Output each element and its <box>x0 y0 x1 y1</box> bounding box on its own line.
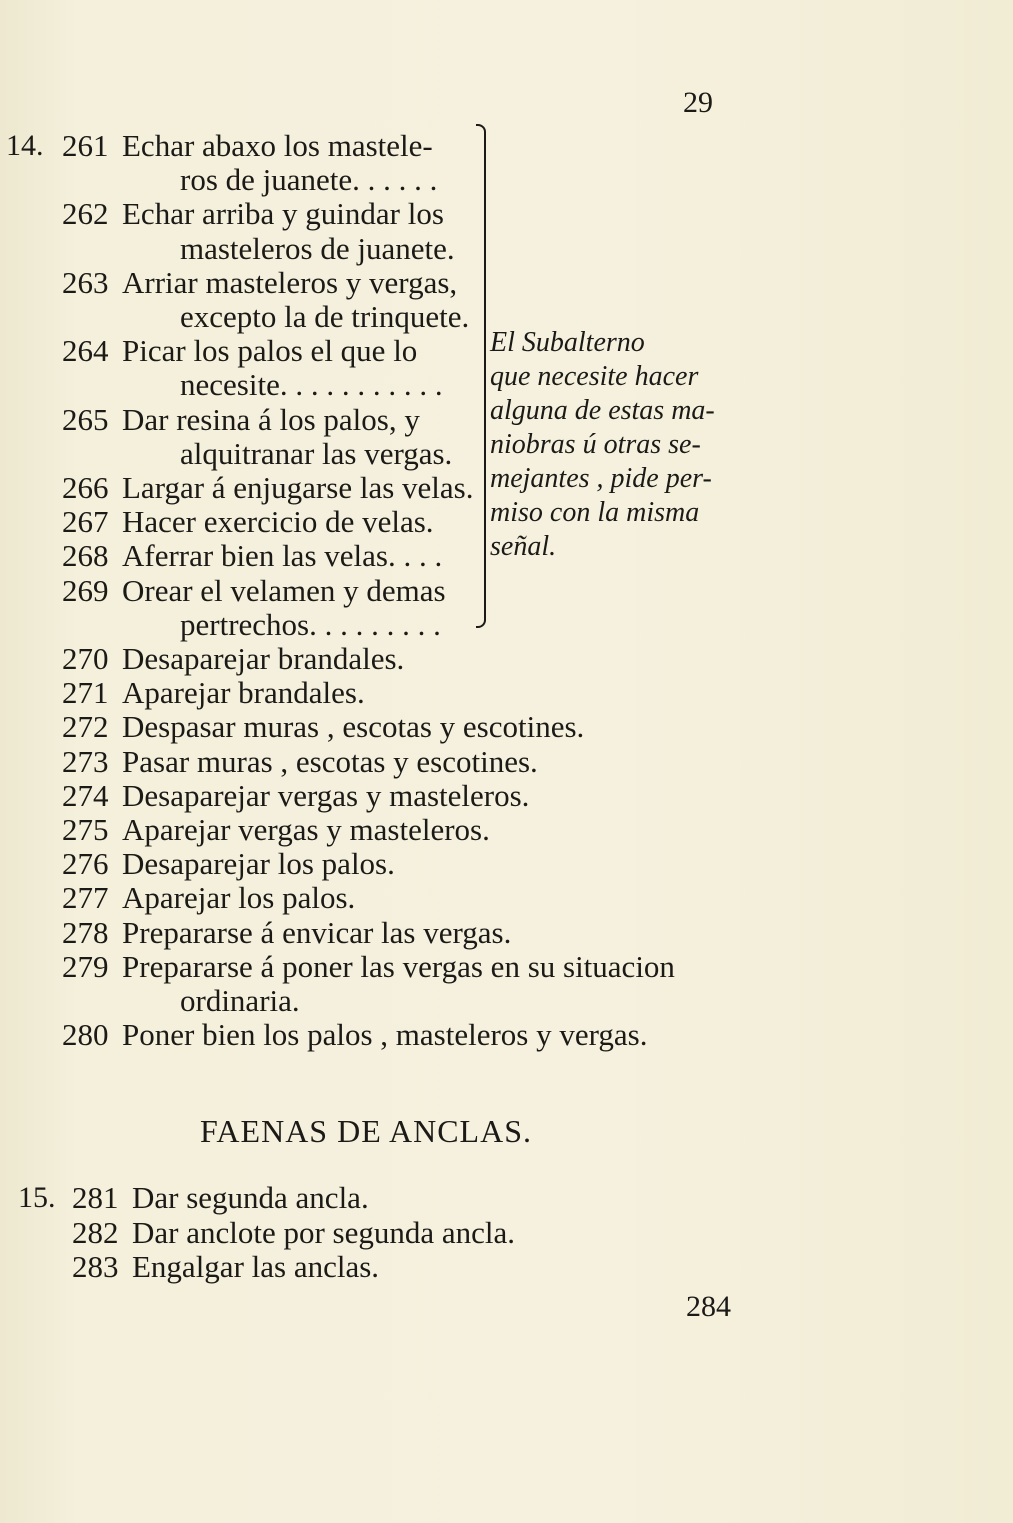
entry-number: 265 <box>62 401 109 437</box>
brace <box>476 124 486 628</box>
entry-text: Aparejar brandales. <box>122 675 365 711</box>
entry-number: 266 <box>62 470 109 505</box>
entry-line <box>180 607 441 643</box>
entry-line <box>62 538 442 574</box>
note-line: niobras ú otras se- <box>490 429 701 460</box>
entry-line <box>62 1017 647 1053</box>
entry-number: 279 <box>62 948 109 984</box>
entry-number: 274 <box>62 777 109 813</box>
entry-text: Hacer exercicio de velas. <box>122 504 434 540</box>
entry-line <box>62 949 675 985</box>
entry-line <box>180 983 300 1019</box>
entry-text: Dar segunda ancla. <box>132 1180 369 1215</box>
section-marker: 14. <box>6 129 44 162</box>
entry-text: Despasar muras , escotas y escotines. <box>122 709 585 745</box>
entry-line <box>62 128 433 164</box>
entry-text: Pasar muras , escotas y escotines. <box>122 743 538 779</box>
entry-text: Echar abaxo los mastele- <box>122 128 433 163</box>
entry-line <box>62 504 434 540</box>
entry-number: 272 <box>62 709 109 745</box>
entry-text: Prepararse á envicar las vergas. <box>122 914 512 950</box>
entry-text: Desaparejar brandales. <box>122 641 405 676</box>
entry-text: Prepararse á poner las vergas en su situacion <box>122 948 675 984</box>
entry-line <box>62 880 355 916</box>
note-line: que necesite hacer <box>490 361 699 392</box>
entry-number: 261 <box>62 128 109 163</box>
catchword: 284 <box>686 1290 731 1323</box>
entry-line <box>62 573 446 609</box>
entry-number: 276 <box>62 846 109 882</box>
entry-text: Engalgar las anclas. <box>132 1249 380 1284</box>
side-note <box>490 326 740 564</box>
entry-text: alquitranar las vergas. <box>180 435 453 471</box>
entry-number: 281 <box>72 1180 119 1215</box>
entry-text: Aferrar bien las velas. . . . <box>122 538 443 574</box>
entry-line <box>62 641 404 677</box>
entry-number: 271 <box>62 675 109 711</box>
entry-line <box>62 470 473 506</box>
entry-number: 275 <box>62 812 109 847</box>
entry-number: 280 <box>62 1017 109 1053</box>
entry-line <box>62 812 490 848</box>
entry-text: necesite. . . . . . . . . . . <box>180 367 443 403</box>
entry-line <box>72 1215 515 1251</box>
entry-text: Aparejar los palos. <box>122 880 356 916</box>
entry-text: masteleros de juanete. <box>180 230 455 266</box>
entry-text: Desaparejar los palos. <box>122 846 395 882</box>
entry-text: Largar á enjugarse las velas. <box>122 470 474 505</box>
entry-line <box>62 709 584 745</box>
entry-number: 270 <box>62 641 109 676</box>
entry-line <box>180 367 443 403</box>
entry-text: Echar arriba y guindar los <box>122 196 444 232</box>
entry-line <box>62 402 420 438</box>
note-line: mejantes , pide per- <box>490 463 712 494</box>
entry-number: 282 <box>72 1214 119 1250</box>
entry-line <box>62 778 529 814</box>
entry-line <box>180 299 469 335</box>
note-line: señal. <box>490 531 557 562</box>
entry-line <box>180 162 437 198</box>
entry-number: 283 <box>72 1249 119 1284</box>
section-heading: FAENAS DE ANCLAS. <box>200 1113 532 1149</box>
entry-line <box>72 1180 369 1216</box>
entry-line <box>62 744 538 780</box>
entry-text: ros de juanete. . . . . . <box>180 162 438 198</box>
entry-line <box>62 915 511 951</box>
entry-text: pertrechos. . . . . . . . . <box>180 606 441 642</box>
entry-number: 264 <box>62 333 109 369</box>
entry-number: 267 <box>62 504 109 540</box>
entry-line <box>180 231 455 267</box>
entry-text: Poner bien los palos , masteleros y vergas. <box>122 1017 648 1053</box>
entry-line <box>72 1249 379 1285</box>
entry-text: Aparejar vergas y masteleros. <box>122 812 490 847</box>
entry-number: 278 <box>62 914 109 950</box>
entry-line <box>62 333 417 369</box>
note-line: El Subalterno <box>490 327 645 358</box>
entry-line <box>62 196 444 232</box>
entry-line <box>62 265 457 301</box>
entry-number: 273 <box>62 743 109 779</box>
entry-text: ordinaria. <box>180 983 300 1018</box>
note-line: miso con la misma <box>490 497 700 528</box>
entry-text: Dar anclote por segunda ancla. <box>132 1214 516 1250</box>
entry-number: 269 <box>62 572 109 608</box>
entry-text: Picar los palos el que lo <box>122 333 418 369</box>
entry-line <box>62 675 365 711</box>
entry-line <box>62 846 395 882</box>
entry-line <box>180 436 452 472</box>
entry-text: Arriar masteleros y vergas, <box>122 264 458 300</box>
entry-text: excepto la de trinquete. <box>180 299 470 334</box>
entry-text: Orear el velamen y demas <box>122 572 446 608</box>
section-marker: 15. <box>18 1181 56 1214</box>
entry-text: Dar resina á los palos, y <box>122 401 420 437</box>
page-number: 29 <box>683 86 713 119</box>
entry-number: 262 <box>62 196 109 232</box>
entry-number: 277 <box>62 880 109 916</box>
entry-number: 263 <box>62 264 109 300</box>
note-line: alguna de estas ma- <box>490 395 715 426</box>
entry-number: 268 <box>62 538 109 574</box>
entry-text: Desaparejar vergas y masteleros. <box>122 777 530 813</box>
